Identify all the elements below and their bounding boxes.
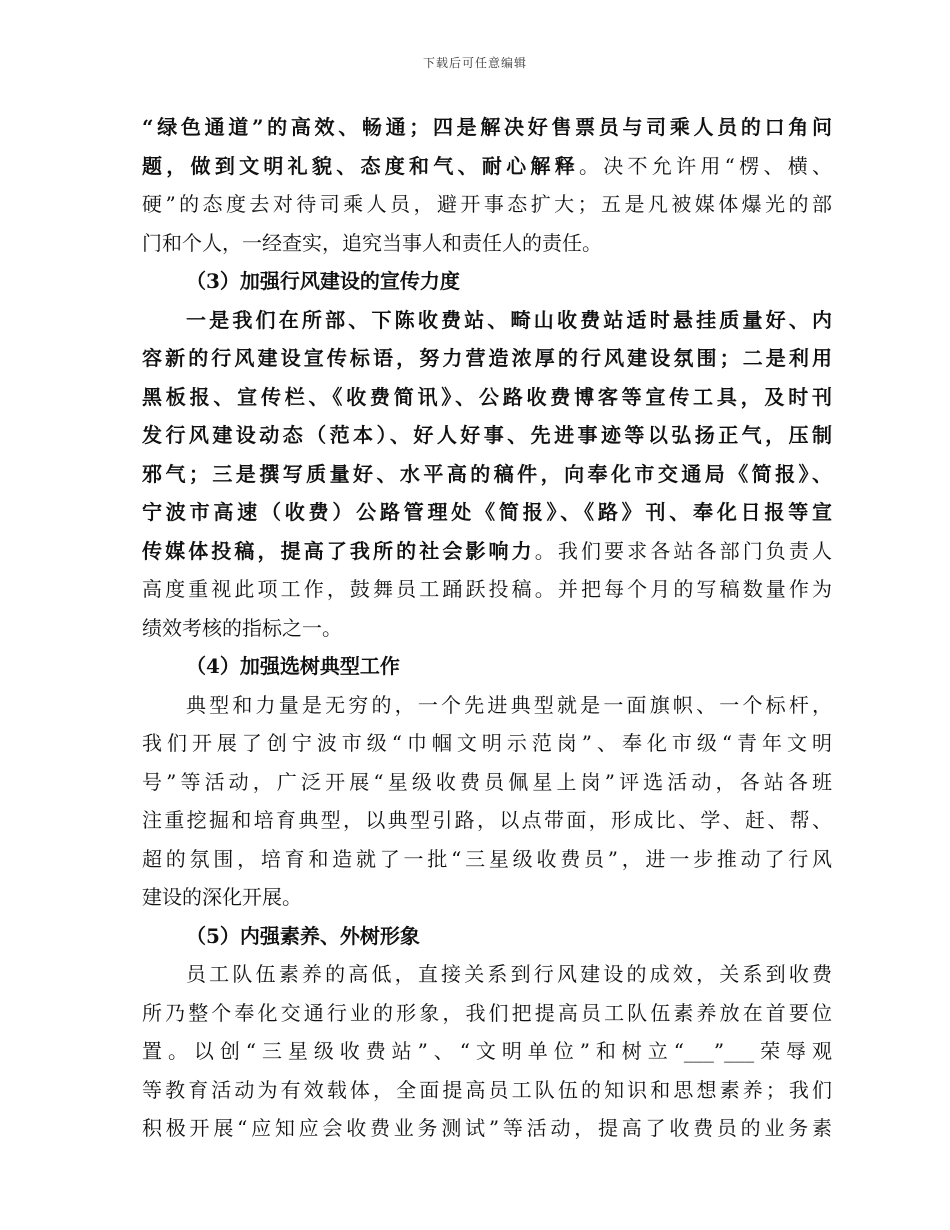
text-segment: 。我们要求各站各部门负责人	[534, 538, 833, 563]
text-line	[142, 455, 832, 494]
text-line	[142, 801, 832, 840]
text-line	[142, 763, 832, 802]
text-segment: 我们开展了创宁波市级“巾帼文明示范岗”、奉化市级“青年文明	[142, 731, 832, 755]
text-segment: （3）加强行风建设的宣传力度	[186, 269, 460, 293]
text-segment: 注重挖掘和培育典型，以典型引路，以点带面，形成比、学、赶、帮、	[142, 808, 832, 832]
page-header: 下载后可任意编辑	[422, 56, 527, 70]
text-segment: 置。以创“三星级收费站”、“文明单位”和树立“___”___荣辱观	[142, 1039, 832, 1063]
text-segment: “绿色通道”的高效、畅通；四是解决好售票员与司乘人员的口角问	[142, 115, 832, 139]
document-body	[142, 108, 832, 1148]
text-line	[142, 609, 832, 648]
text-segment: 题，做到文明礼貌、态度和气、耐心解释	[142, 153, 579, 178]
text-line	[142, 224, 832, 263]
text-segment: 员工队伍素养的高低，直接关系到行风建设的成效，关系到收费	[186, 962, 832, 986]
text-segment: 建设的深化开展。	[142, 885, 302, 909]
text-segment: 所乃整个奉化交通行业的形象，我们把提高员工队伍素养放在首要位	[142, 1000, 832, 1025]
text-segment: 。决不允许用“楞、横、	[579, 153, 832, 178]
text-line	[142, 1032, 832, 1071]
text-segment: 积极开展“应知应会收费业务测试”等活动，提高了收费员的业务素	[142, 1116, 832, 1140]
text-line	[142, 1109, 832, 1148]
text-line	[142, 1071, 832, 1110]
text-segment: 宁波市高速（收费）公路管理处《简报》、《路》刊、奉化日报等宣	[142, 500, 832, 524]
text-line	[142, 840, 832, 879]
text-line	[142, 339, 832, 378]
text-segment: 高度重视此项工作，鼓舞员工踊跃投稿。并把每个月的写稿数量作为	[142, 577, 832, 601]
text-segment: 门和个人，一经查实，追究当事人和责任人的责任。	[142, 230, 602, 255]
section-heading	[142, 262, 832, 301]
text-line	[142, 686, 832, 725]
text-line	[142, 378, 832, 417]
text-segment: 传媒体投稿，提高了我所的社会影响力	[142, 538, 535, 563]
text-line	[142, 185, 832, 224]
text-segment: 绩效考核的指标之一。	[142, 615, 342, 640]
text-segment: （5）内强素养、外树形象	[186, 923, 420, 948]
text-line	[142, 493, 832, 532]
text-segment: 硬”的态度去对待司乘人员，避开事态扩大；五是凡被媒体爆光的部	[142, 192, 832, 216]
text-line	[142, 878, 832, 917]
text-line	[142, 955, 832, 994]
text-line	[142, 301, 832, 340]
text-segment: 容新的行风建设宣传标语，努力营造浓厚的行风建设氛围；二是利用	[142, 346, 832, 370]
text-segment: 黑板报、宣传栏、《收费简讯》、公路收费博客等宣传工具，及时刊	[142, 384, 832, 409]
text-line	[142, 724, 832, 763]
text-line	[142, 416, 832, 455]
text-segment: 号”等活动，广泛开展“星级收费员佩星上岗”评选活动，各站各班	[142, 769, 832, 794]
section-heading	[142, 647, 832, 686]
text-segment: 邪气；三是撰写质量好、水平高的稿件，向奉化市交通局《简报》、	[142, 461, 832, 486]
text-line	[142, 570, 832, 609]
section-heading	[142, 917, 832, 956]
text-segment: 等教育活动为有效载体，全面提高员工队伍的知识和思想素养；我们	[142, 1077, 832, 1102]
text-line	[142, 994, 832, 1033]
text-segment: （4）加强选树典型工作	[186, 654, 400, 678]
text-line	[142, 532, 832, 571]
text-segment: 发行风建设动态（范本）、好人好事、先进事迹等以弘扬正气，压制	[142, 423, 832, 447]
text-segment: 超的氛围，培育和造就了一批“三星级收费员”，进一步推动了行风	[142, 846, 832, 871]
text-line	[142, 147, 832, 186]
text-line	[142, 108, 832, 147]
text-segment: 一是我们在所部、下陈收费站、畸山收费站适时悬挂质量好、内	[186, 307, 832, 332]
text-segment: 典型和力量是无穷的，一个先进典型就是一面旗帜、一个标杆，	[186, 692, 832, 717]
